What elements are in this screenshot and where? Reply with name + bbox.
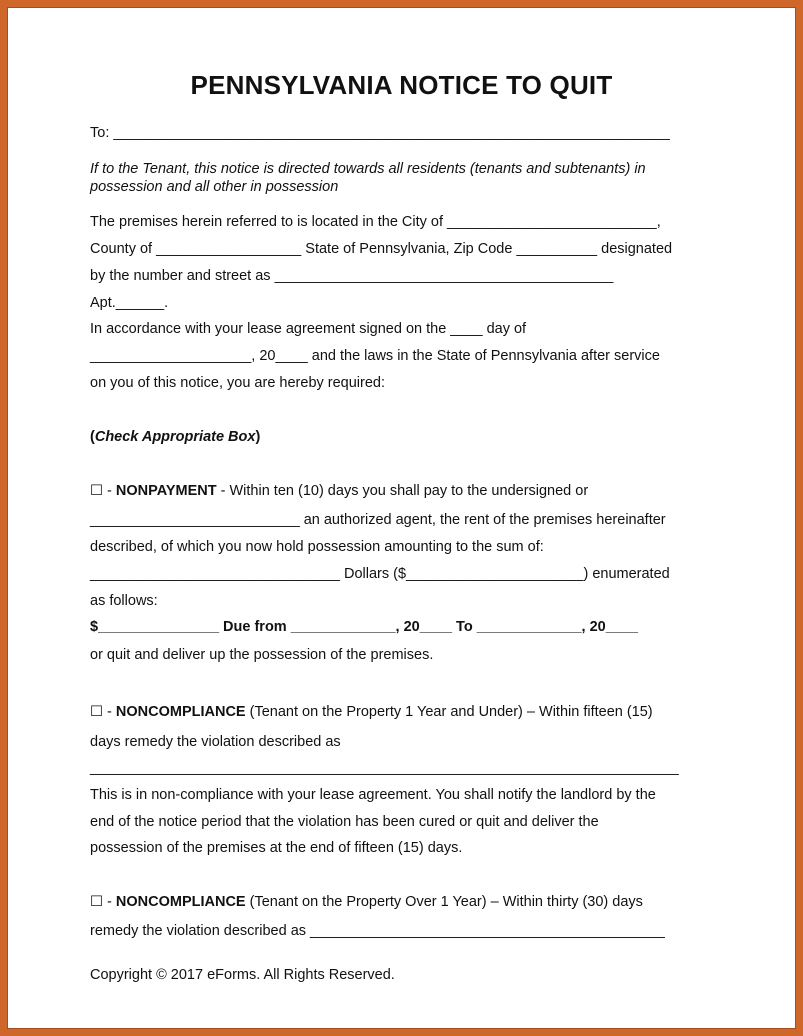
nonpayment-line-3: _______________________________ Dollars ($______________________) enumerated xyxy=(90,566,670,582)
noncompliance-2-checkbox[interactable]: ☐ xyxy=(90,894,103,910)
nonpayment-checkbox[interactable]: ☐ xyxy=(90,483,103,499)
nonpayment-end-line: or quit and deliver up the possession of the premises. xyxy=(90,647,434,663)
italic-note-line-2: possession and all other in possession xyxy=(90,179,339,195)
noncompliance-1-line-5: possession of the premises at the end of fifteen (15) days. xyxy=(90,840,463,856)
noncompliance-1-line-3: This is in non-compliance with your lease agreement. You shall notify the landlord by the xyxy=(90,787,656,803)
nonpayment-due-line: $_______________ Due from _____________, 20____ To _____________, 20____ xyxy=(90,619,638,635)
premises-line-2: County of __________________ State of Pennsylvania, Zip Code __________ designated xyxy=(90,241,673,257)
premises-line-4: Apt.______. xyxy=(90,295,169,311)
noncompliance-2-option: ☐ - NONCOMPLIANCE (Tenant on the Property Over 1 Year) – Within thirty (30) days xyxy=(90,894,643,910)
nonpayment-label: NONPAYMENT xyxy=(115,483,217,499)
document-title: PENNSYLVANIA NOTICE TO QUIT xyxy=(190,70,613,100)
premises-line-7: on you of this notice, you are hereby required: xyxy=(90,375,386,391)
premises-line-3: by the number and street as __________________________________________ xyxy=(90,268,614,284)
nonpayment-line-4: as follows: xyxy=(90,593,158,609)
italic-note-line-1: If to the Tenant, this notice is directed towards all residents (tenants and subtenants) in xyxy=(90,161,646,177)
noncompliance-1-line-2: _________________________________________________________________________ xyxy=(90,760,679,776)
noncompliance-1-line-4: end of the notice period that the violation has been cured or quit and deliver the xyxy=(90,814,599,830)
copyright: Copyright © 2017 eForms. All Rights Reserved. xyxy=(90,967,395,983)
check-appropriate-box-heading: (Check Appropriate Box) xyxy=(90,429,261,445)
noncompliance-2-label: NONCOMPLIANCE xyxy=(115,894,246,910)
noncompliance-1-checkbox[interactable]: ☐ xyxy=(90,704,103,720)
noncompliance-1-label: NONCOMPLIANCE xyxy=(115,704,246,720)
noncompliance-2-line-1: remedy the violation described as ____________________________________________ xyxy=(90,923,665,939)
to-line: To: _____________________________________________________________________ xyxy=(90,125,670,141)
premises-line-6: ____________________, 20____ and the laws in the State of Pennsylvania after service xyxy=(90,348,660,364)
nonpayment-line-1: __________________________ an authorized agent, the rent of the premises hereinafter xyxy=(90,512,666,528)
nonpayment-option: ☐ - NONPAYMENT - Within ten (10) days you shall pay to the undersigned or xyxy=(90,483,589,499)
premises-line-5: In accordance with your lease agreement signed on the ____ day of xyxy=(90,321,527,337)
premises-line-1: The premises herein referred to is located in the City of __________________________, xyxy=(90,214,661,230)
nonpayment-line-2: described, of which you now hold possession amounting to the sum of: xyxy=(90,539,544,555)
noncompliance-1-option: ☐ - NONCOMPLIANCE (Tenant on the Property 1 Year and Under) – Within fifteen (15) xyxy=(90,704,653,720)
noncompliance-1-line-1: days remedy the violation described as xyxy=(90,734,341,750)
